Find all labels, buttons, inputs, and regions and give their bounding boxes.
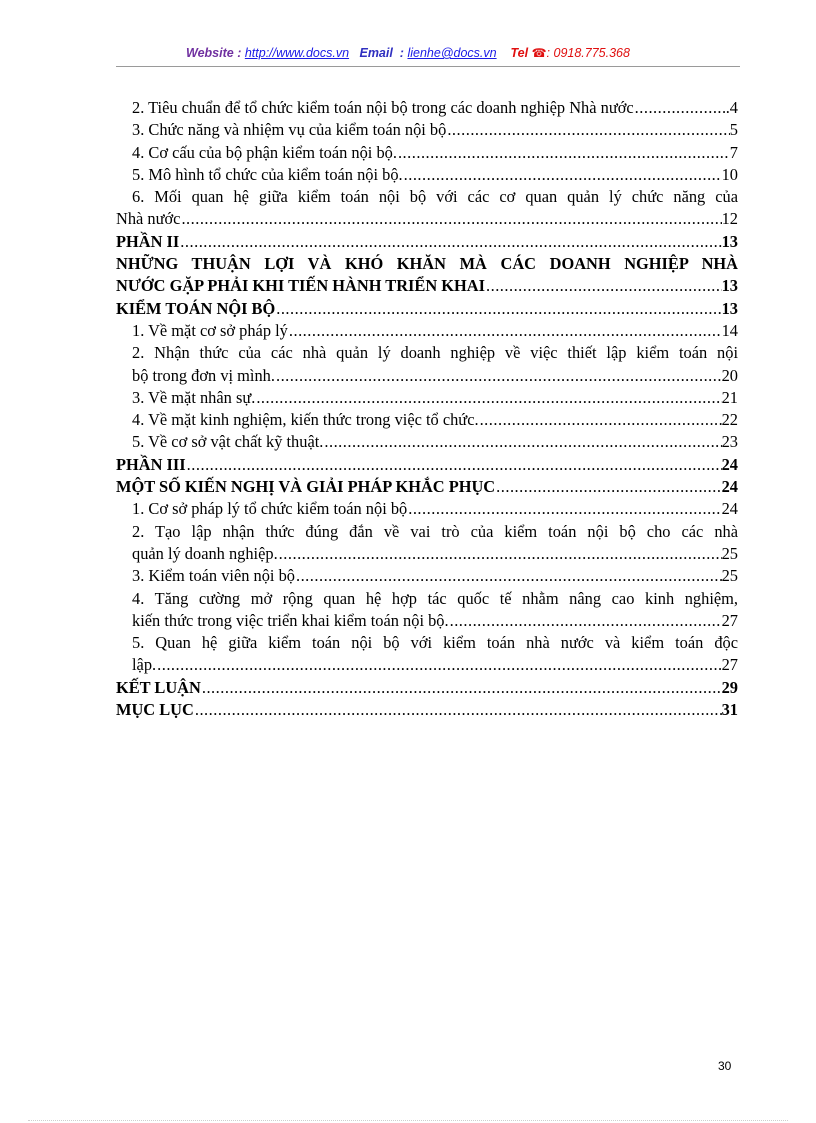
toc-entry[interactable] bbox=[116, 142, 738, 164]
toc-entry-title: 2. Nhận thức của các nhà quản lý doanh nghiệp về việc thiết lập kiểm toán nội bbox=[132, 343, 738, 363]
toc-entry[interactable] bbox=[116, 275, 738, 297]
toc-dot-leader bbox=[295, 565, 722, 587]
toc-entry[interactable] bbox=[116, 610, 738, 632]
toc-entry-page: 10 bbox=[721, 164, 738, 184]
toc-entry-title: 5. Về cơ sở vật chất kỹ thuật. bbox=[132, 432, 324, 452]
toc-entry[interactable] bbox=[116, 298, 738, 320]
toc-entry-page: 13 bbox=[721, 276, 738, 296]
toc-dot-leader bbox=[186, 454, 722, 476]
footer-divider bbox=[28, 1120, 788, 1121]
toc-entry[interactable] bbox=[116, 521, 738, 543]
toc-entry[interactable] bbox=[116, 320, 738, 342]
toc-entry[interactable] bbox=[116, 97, 738, 119]
toc-entry[interactable] bbox=[116, 476, 738, 498]
page-number: 30 bbox=[718, 1059, 732, 1073]
header-divider bbox=[116, 66, 740, 67]
toc-entry-title: NHỮNG THUẬN LỢI VÀ KHÓ KHĂN MÀ CÁC DOANH NGHIỆP NHÀ bbox=[116, 254, 738, 274]
toc-entry-page: 13 bbox=[721, 231, 738, 251]
toc-entry-title: NƯỚC GẶP PHẢI KHI TIẾN HÀNH TRIỂN KHAI bbox=[116, 276, 485, 296]
toc-entry[interactable] bbox=[116, 253, 738, 275]
toc-entry-page: 29 bbox=[721, 677, 738, 697]
toc-entry-title: 4. Về mặt kinh nghiệm, kiến thức trong việc tổ chức. bbox=[132, 410, 479, 430]
toc-entry[interactable] bbox=[116, 565, 738, 587]
toc-entry-title: 4. Tăng cường mở rộng quan hệ hợp tác quốc tế nhằm nâng cao kinh nghiệm, bbox=[132, 588, 738, 608]
toc-entry-page: 31 bbox=[721, 700, 738, 720]
toc-entry[interactable] bbox=[116, 654, 738, 676]
telephone-icon: ☎ bbox=[531, 46, 547, 60]
tel-label: Tel bbox=[510, 46, 529, 60]
toc-entry-page: 12 bbox=[721, 209, 738, 229]
toc-entry[interactable] bbox=[116, 454, 738, 476]
toc-dot-leader bbox=[479, 409, 722, 431]
tel-number: : 0918.775.368 bbox=[546, 46, 630, 60]
email-link[interactable]: lienhe@docs.vn bbox=[407, 46, 497, 60]
toc-entry-title: kiến thức trong việc triển khai kiểm toán nội bộ. bbox=[132, 610, 449, 630]
toc-dot-leader bbox=[397, 142, 730, 164]
toc-entry-title: 4. Cơ cấu của bộ phận kiểm toán nội bộ. bbox=[132, 142, 397, 162]
toc-dot-leader bbox=[446, 119, 729, 141]
toc-entry[interactable] bbox=[116, 431, 738, 453]
toc-entry-title: MỘT SỐ KIẾN NGHỊ VÀ GIẢI PHÁP KHẮC PHỤC bbox=[116, 477, 496, 497]
page-header bbox=[0, 46, 816, 60]
toc-entry-title: KẾT LUẬN bbox=[116, 677, 201, 697]
toc-dot-leader bbox=[278, 543, 722, 565]
toc-entry-title: 6. Mối quan hệ giữa kiểm toán nội bộ với các cơ quan quản lý chức năng của bbox=[132, 187, 738, 207]
toc-entry-page: 24 bbox=[721, 477, 738, 497]
toc-dot-leader bbox=[288, 320, 722, 342]
toc-entry-title: 3. Kiểm toán viên nội bộ bbox=[132, 566, 295, 586]
toc-entry-title: 1. Cơ sở pháp lý tổ chức kiểm toán nội bộ bbox=[132, 499, 408, 519]
toc-entry-page: 14 bbox=[721, 320, 738, 340]
toc-entry-title: 5. Mô hình tổ chức của kiểm toán nội bộ. bbox=[132, 164, 403, 184]
email-separator: : bbox=[399, 46, 404, 60]
toc-dot-leader bbox=[495, 476, 721, 498]
toc-entry-title: 2. Tạo lập nhận thức đúng đắn về vai trò của kiểm toán nội bộ cho các nhà bbox=[132, 521, 738, 541]
toc-entry[interactable] bbox=[116, 498, 738, 520]
toc-entry-title: bộ trong đơn vị mình. bbox=[132, 365, 275, 385]
website-label: Website : bbox=[186, 46, 242, 60]
toc-entry-title: 1. Về mặt cơ sở pháp lý bbox=[132, 320, 288, 340]
toc-dot-leader bbox=[156, 654, 721, 676]
toc-dot-leader bbox=[323, 431, 721, 453]
toc-dot-leader bbox=[407, 498, 721, 520]
toc-entry[interactable] bbox=[116, 387, 738, 409]
toc-dot-leader bbox=[634, 97, 726, 119]
toc-entry-page: 23 bbox=[721, 432, 738, 452]
toc-entry-title: KIỂM TOÁN NỘI BỘ bbox=[116, 298, 276, 318]
toc-entry[interactable] bbox=[116, 208, 738, 230]
toc-dot-leader bbox=[403, 164, 722, 186]
toc-entry-page: 27 bbox=[721, 610, 738, 630]
toc-dot-leader bbox=[201, 677, 722, 699]
toc-entry[interactable] bbox=[116, 365, 738, 387]
toc-entry-title: PHẦN II bbox=[116, 231, 180, 251]
toc-entry-title: 3. Về mặt nhân sự. bbox=[132, 387, 256, 407]
toc-dot-leader bbox=[275, 365, 722, 387]
toc-entry-page: 24 bbox=[721, 454, 738, 474]
toc-dot-leader bbox=[485, 275, 722, 297]
toc-entry-page: 25 bbox=[721, 543, 738, 563]
toc-entry-title: quản lý doanh nghiệp. bbox=[132, 543, 278, 563]
toc-dot-leader bbox=[275, 298, 721, 320]
email-label: Email bbox=[359, 46, 393, 60]
table-of-contents bbox=[116, 97, 738, 721]
toc-entry-title: lập. bbox=[132, 655, 157, 675]
toc-entry[interactable] bbox=[116, 119, 738, 141]
toc-entry[interactable] bbox=[116, 699, 738, 721]
toc-entry[interactable] bbox=[116, 588, 738, 610]
toc-dot-leader bbox=[449, 610, 722, 632]
toc-entry-title: 2. Tiêu chuẩn để tổ chức kiểm toán nội bộ trong các doanh nghiệp Nhà nước bbox=[132, 98, 634, 117]
toc-entry-page: .4 bbox=[725, 98, 738, 117]
toc-entry-title: Nhà nước bbox=[116, 209, 181, 229]
toc-entry-page: 22 bbox=[721, 410, 738, 430]
toc-entry-page: 24 bbox=[721, 499, 738, 519]
toc-entry-page: 25 bbox=[721, 566, 738, 586]
toc-entry[interactable] bbox=[116, 409, 738, 431]
toc-entry[interactable] bbox=[116, 342, 738, 364]
toc-dot-leader bbox=[179, 231, 721, 253]
toc-entry[interactable] bbox=[116, 677, 738, 699]
toc-entry-title: 3. Chức năng và nhiệm vụ của kiểm toán nội bộ bbox=[132, 120, 447, 140]
toc-entry[interactable] bbox=[116, 632, 738, 654]
toc-entry-page: 27 bbox=[721, 655, 738, 675]
toc-dot-leader bbox=[194, 699, 722, 721]
toc-entry[interactable] bbox=[116, 543, 738, 565]
toc-entry-page: 5 bbox=[729, 120, 738, 140]
toc-entry-page: 7 bbox=[729, 142, 738, 162]
toc-entry-title: MỤC LỤC bbox=[116, 700, 194, 720]
toc-entry[interactable] bbox=[116, 231, 738, 253]
toc-entry[interactable] bbox=[116, 186, 738, 208]
toc-entry[interactable] bbox=[116, 164, 738, 186]
toc-dot-leader bbox=[180, 208, 721, 230]
toc-entry-title: 5. Quan hệ giữa kiểm toán nội bộ với kiểm toán nhà nước và kiểm toán độc bbox=[132, 633, 738, 653]
toc-entry-page: 13 bbox=[721, 298, 738, 318]
toc-dot-leader bbox=[255, 387, 721, 409]
website-link[interactable]: http://www.docs.vn bbox=[244, 46, 350, 60]
toc-entry-title: PHẦN III bbox=[116, 454, 186, 474]
toc-entry-page: 21 bbox=[721, 387, 738, 407]
toc-entry-page: 20 bbox=[721, 365, 738, 385]
